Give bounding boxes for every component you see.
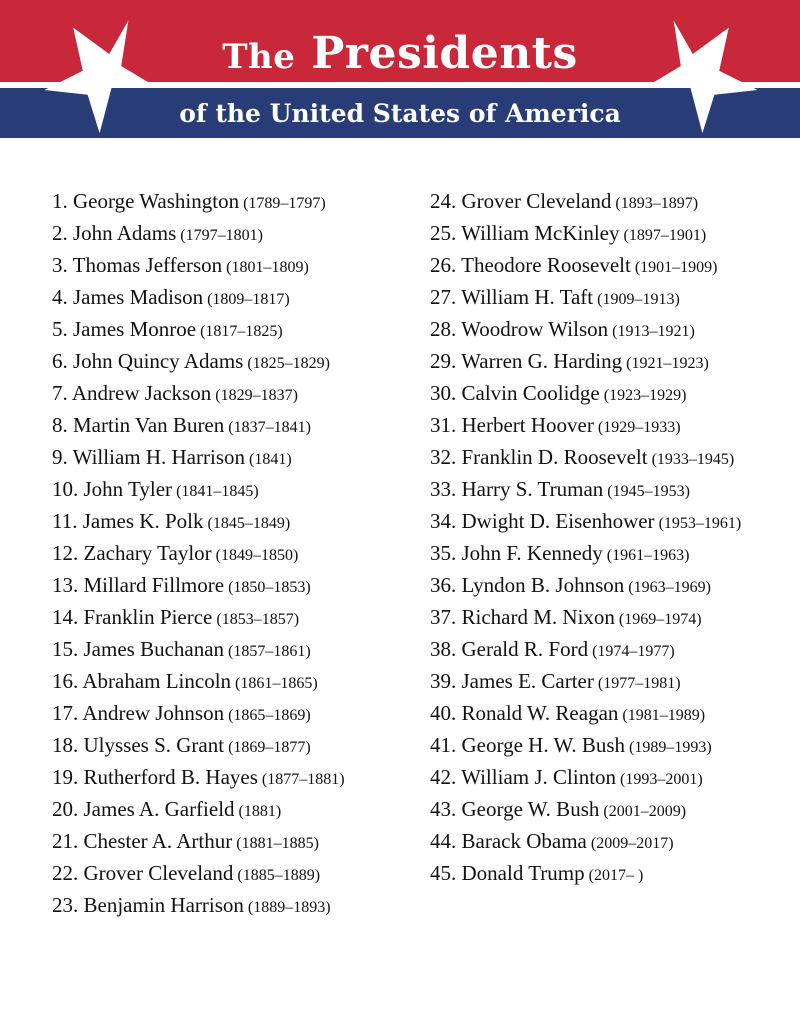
president-years: (2001–2009) [603, 803, 687, 820]
list-item [430, 697, 741, 729]
list-item [52, 601, 345, 633]
list-item [52, 281, 345, 313]
list-item [52, 537, 345, 569]
president-name: 22. Grover Cleveland [52, 861, 234, 885]
president-name: 40. Ronald W. Reagan [430, 701, 619, 725]
president-name: 17. Andrew Johnson [52, 701, 225, 725]
president-name: 19. Rutherford B. Hayes [52, 765, 258, 789]
president-name: 6. John Quincy Adams [52, 349, 244, 373]
president-name: 39. James E. Carter [430, 669, 594, 693]
president-years: (1845–1849) [207, 515, 291, 532]
list-item [430, 217, 741, 249]
list-item [430, 505, 741, 537]
president-name: 15. James Buchanan [52, 637, 225, 661]
president-name: 5. James Monroe [52, 317, 197, 341]
president-years: (1809–1817) [207, 291, 290, 308]
president-years: (1923–1929) [603, 387, 687, 404]
president-years: (1789–1797) [243, 195, 326, 212]
list-item [430, 281, 741, 313]
list-item [430, 473, 741, 505]
president-years: (1929–1933) [597, 419, 681, 436]
president-years: (1977–1981) [597, 675, 681, 692]
list-item [430, 857, 741, 889]
presidents-column-left [52, 185, 345, 921]
president-name: 42. William J. Clinton [430, 765, 617, 789]
president-years: (1961–1963) [606, 547, 690, 564]
president-years: (1893–1897) [615, 195, 699, 212]
president-years: (1865–1869) [228, 707, 311, 724]
list-item [52, 345, 345, 377]
list-item [52, 377, 345, 409]
president-years: (1857–1861) [228, 643, 311, 660]
president-name: 7. Andrew Jackson [52, 381, 212, 405]
president-name: 4. James Madison [52, 285, 204, 309]
page-subtitle: of the United States of America [179, 99, 621, 128]
president-name: 20. James A. Garfield [52, 797, 235, 821]
president-years: (1797–1801) [180, 227, 263, 244]
list-item [430, 633, 741, 665]
list-item [430, 729, 741, 761]
title-main: Presidents [311, 28, 578, 79]
president-years: (1993–2001) [620, 771, 703, 788]
president-name: 38. Gerald R. Ford [430, 637, 589, 661]
title-the: The [222, 37, 296, 77]
president-name: 9. William H. Harrison [52, 445, 245, 469]
president-name: 8. Martin Van Buren [52, 413, 225, 437]
president-years: (2009–2017) [590, 835, 674, 852]
president-name: 43. George W. Bush [430, 797, 600, 821]
list-item [430, 249, 741, 281]
header-banner [0, 0, 800, 138]
president-name: 41. George H. W. Bush [430, 733, 626, 757]
list-item [52, 249, 345, 281]
list-item [52, 217, 345, 249]
list-item [430, 409, 741, 441]
list-item [430, 825, 741, 857]
list-item [52, 505, 345, 537]
president-years: (1989–1993) [629, 739, 712, 756]
list-item [430, 601, 741, 633]
president-years: (1841–1845) [176, 483, 259, 500]
president-name: 29. Warren G. Harding [430, 349, 623, 373]
list-item [430, 761, 741, 793]
list-item [430, 793, 741, 825]
president-name: 45. Donald Trump [430, 861, 585, 885]
president-years: (1817–1825) [200, 323, 283, 340]
president-years: (1801–1809) [226, 259, 309, 276]
list-item [430, 345, 741, 377]
president-years: (1841) [249, 451, 292, 468]
president-name: 37. Richard M. Nixon [430, 605, 615, 629]
president-years: (1945–1953) [607, 483, 690, 500]
president-name: 25. William McKinley [430, 221, 620, 245]
president-years: (1861–1865) [235, 675, 318, 692]
president-name: 26. Theodore Roosevelt [430, 253, 631, 277]
president-name: 28. Woodrow Wilson [430, 317, 609, 341]
list-item [430, 569, 741, 601]
president-years: (1913–1921) [612, 323, 695, 340]
list-item [430, 377, 741, 409]
president-name: 11. James K. Polk [52, 509, 204, 533]
list-item [52, 793, 345, 825]
list-item [52, 825, 345, 857]
president-years: (1897–1901) [623, 227, 707, 244]
list-item [52, 697, 345, 729]
president-name: 44. Barack Obama [430, 829, 587, 853]
list-item [52, 409, 345, 441]
president-years: (1901–1909) [634, 259, 718, 276]
list-item [430, 537, 741, 569]
list-item [52, 857, 345, 889]
president-name: 35. John F. Kennedy [430, 541, 603, 565]
president-years: (1953–1961) [658, 515, 742, 532]
president-years: (1889–1893) [247, 899, 331, 916]
president-years: (1849–1850) [215, 547, 299, 564]
list-item [52, 313, 345, 345]
list-item [430, 441, 741, 473]
president-years: (1963–1969) [628, 579, 711, 596]
president-years: (2017– ) [588, 867, 644, 884]
president-name: 24. Grover Cleveland [430, 189, 612, 213]
president-name: 18. Ulysses S. Grant [52, 733, 225, 757]
list-item [52, 569, 345, 601]
list-item [52, 665, 345, 697]
list-item [52, 761, 345, 793]
list-item [430, 665, 741, 697]
president-years: (1850–1853) [228, 579, 311, 596]
president-name: 23. Benjamin Harrison [52, 893, 244, 917]
president-years: (1969–1974) [618, 611, 702, 628]
president-years: (1981–1989) [622, 707, 706, 724]
president-name: 13. Millard Fillmore [52, 573, 225, 597]
president-years: (1829–1837) [215, 387, 298, 404]
list-item [52, 441, 345, 473]
list-item [52, 889, 345, 921]
president-name: 14. Franklin Pierce [52, 605, 213, 629]
page-title [0, 28, 800, 83]
president-name: 36. Lyndon B. Johnson [430, 573, 625, 597]
president-name: 34. Dwight D. Eisenhower [430, 509, 655, 533]
president-name: 16. Abraham Lincoln [52, 669, 232, 693]
presidents-column-right [430, 185, 741, 889]
president-years: (1909–1913) [597, 291, 680, 308]
list-item [52, 729, 345, 761]
president-years: (1921–1923) [626, 355, 709, 372]
president-name: 27. William H. Taft [430, 285, 594, 309]
president-name: 31. Herbert Hoover [430, 413, 594, 437]
president-years: (1885–1889) [237, 867, 321, 884]
president-name: 30. Calvin Coolidge [430, 381, 600, 405]
president-name: 2. John Adams [52, 221, 177, 245]
president-years: (1853–1857) [216, 611, 300, 628]
president-years: (1869–1877) [228, 739, 311, 756]
president-name: 21. Chester A. Arthur [52, 829, 233, 853]
president-name: 33. Harry S. Truman [430, 477, 604, 501]
president-name: 32. Franklin D. Roosevelt [430, 445, 648, 469]
president-name: 12. Zachary Taylor [52, 541, 212, 565]
president-years: (1933–1945) [651, 451, 735, 468]
president-name: 10. John Tyler [52, 477, 173, 501]
list-item [52, 473, 345, 505]
president-years: (1825–1829) [247, 355, 330, 372]
list-item [52, 185, 345, 217]
list-item [52, 633, 345, 665]
president-years: (1881–1885) [236, 835, 319, 852]
president-name: 1. George Washington [52, 189, 240, 213]
list-item [430, 185, 741, 217]
president-years: (1837–1841) [228, 419, 311, 436]
president-name: 3. Thomas Jefferson [52, 253, 223, 277]
president-years: (1877–1881) [261, 771, 345, 788]
president-years: (1974–1977) [592, 643, 675, 660]
list-item [430, 313, 741, 345]
president-years: (1881) [238, 803, 282, 820]
